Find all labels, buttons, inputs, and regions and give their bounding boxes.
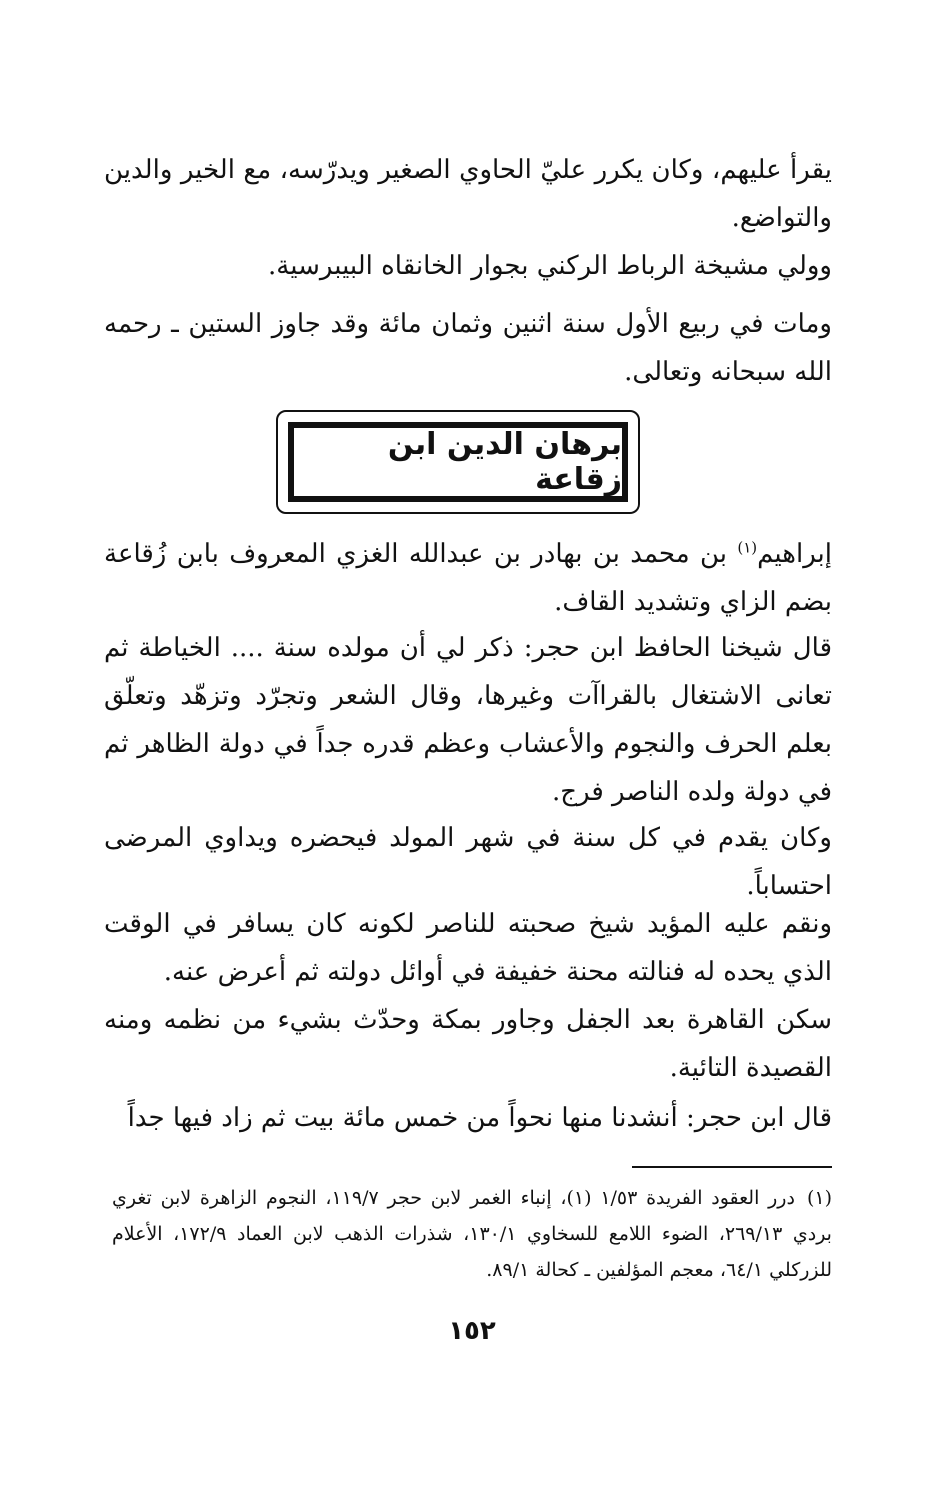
- footnote-separator: [632, 1166, 832, 1168]
- paragraph-1: يقرأ عليهم، وكان يكرر عليّ الحاوي الصغير ويدرّسه، مع الخير والدين والتواضع.: [104, 155, 832, 233]
- paragraph-4: [104, 530, 832, 626]
- paragraph-4-rest: بن محمد بن بهادر بن عبدالله الغزي المعروف بابن زُقاعة بضم الزاي وتشديد القاف.: [104, 539, 832, 617]
- footnote-reference-mark: (١): [737, 538, 758, 557]
- paragraph-6: وكان يقدم في كل سنة في شهر المولد فيحضره ويداوي المرضى احتساباً.: [104, 823, 832, 901]
- section-heading-frame: [276, 410, 640, 514]
- paragraph-4-name: إبراهيم: [757, 539, 832, 569]
- paragraph-8: سكن القاهرة بعد الجفل وجاور بمكة وحدّث بشيء من نظمه ومنه القصيدة التائية.: [104, 1005, 832, 1083]
- paragraph-7: ونقم عليه المؤيد شيخ صحبته للناصر لكونه كان يسافر في الوقت الذي يحده له فنالته محنة خفيفة في أوائل دولته ثم أعرض عنه.: [104, 909, 832, 987]
- section-heading: برهان الدين ابن زقاعة: [387, 427, 622, 497]
- paragraph-9: قال ابن حجر: أنشدنا منها نحواً من خمس مائة بيت ثم زاد فيها جداً: [127, 1103, 832, 1133]
- paragraph-5: قال شيخنا الحافظ ابن حجر: ذكر لي أن مولده سنة .... الخياطة ثم تعانى الاشتغال بالقراآت وغيرها، وقال الشعر وتجرّد وتزهّد وتعلّق بعلم الحرف والنجوم والأعشاب وعظم قدره جداً في دولة الظاهر ثم في دولة ولده الناصر فرج.: [104, 633, 832, 807]
- footnote-text: درر العقود الفريدة ١/٥٣ (١)، إنباء الغمر لابن حجر ١١٩/٧، النجوم الزاهرة لابن تغري بردي ٢٦٩/١٣، الضوء اللامع للسخاوي ١٣٠/١، شذرات الذهب لابن العماد ١٧٢/٩، الأعلام للزركلي ٦٤/١، معجم المؤلفين ـ كحالة ٨٩/١.: [112, 1187, 832, 1281]
- footnote: [112, 1180, 832, 1288]
- page-number: ١٥٢: [448, 1316, 496, 1346]
- paragraph-2: وولي مشيخة الرباط الركني بجوار الخانقاه البيبرسية.: [268, 251, 832, 281]
- footnote-mark: (١): [806, 1187, 832, 1209]
- section-heading-inner-border: [288, 422, 628, 502]
- paragraph-3: ومات في ربيع الأول سنة اثنين وثمان مائة وقد جاوز الستين ـ رحمه الله سبحانه وتعالى.: [104, 309, 832, 387]
